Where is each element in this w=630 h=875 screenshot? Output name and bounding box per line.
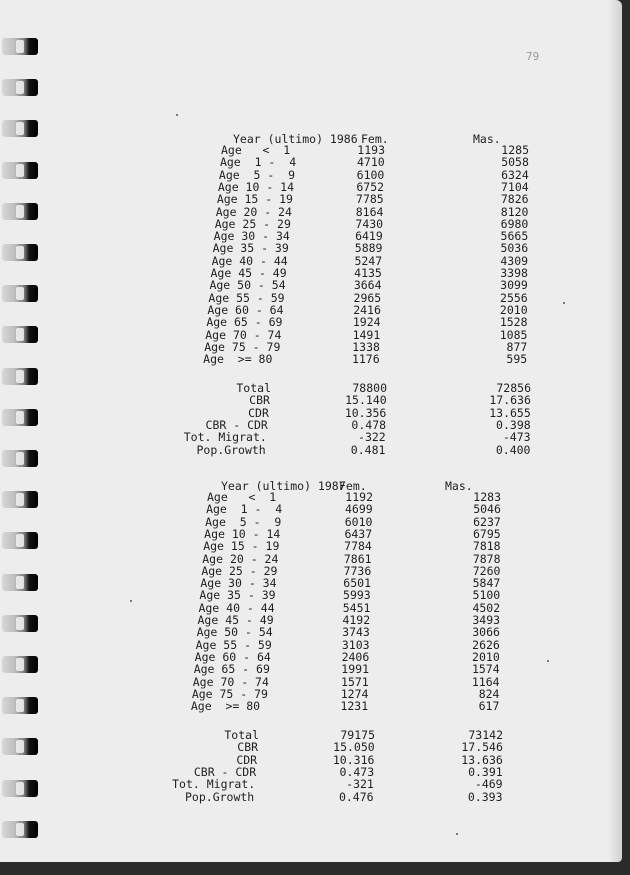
age-label: Age 1 - 4 [219, 155, 297, 170]
binding-ring [2, 738, 38, 755]
speck [456, 833, 458, 835]
summary-mas-value: 73142 [468, 728, 503, 742]
fem-value: 1491 [352, 327, 381, 342]
fem-value: 1991 [341, 662, 369, 677]
mas-value: 7826 [500, 192, 529, 207]
page-number: 79 [526, 50, 540, 63]
fem-value: 2965 [353, 290, 382, 305]
fem-value: 7784 [344, 539, 372, 554]
age-label: Age 15 - 19 [216, 192, 293, 207]
summary-fem-value: 15.140 [345, 393, 387, 408]
mas-value: 4309 [500, 253, 529, 268]
mas-column-header: Mas. [473, 132, 501, 146]
fem-value: 7736 [343, 563, 372, 578]
summary-label: CDR [236, 752, 258, 767]
mas-value: 6795 [473, 526, 501, 541]
binding-ring [2, 574, 38, 591]
mas-value: 2010 [499, 302, 528, 317]
mas-value: 5847 [472, 576, 501, 591]
summary-label: Total [236, 381, 271, 395]
summary-fem-value: 10.356 [344, 405, 387, 420]
fem-value: 1338 [352, 339, 380, 354]
summary-fem-value: 10.316 [332, 752, 375, 767]
binding-ring [2, 656, 38, 673]
fem-value: 6419 [355, 229, 383, 244]
summary-label: Pop.Growth [185, 789, 255, 804]
mas-value: 1283 [473, 490, 501, 504]
age-label: Age 60 - 64 [207, 302, 284, 317]
binding-ring [2, 491, 38, 508]
mas-value: 2626 [472, 637, 500, 652]
fem-column-header: Fem. [361, 132, 389, 146]
speck [130, 600, 132, 602]
binding-ring [2, 780, 38, 797]
age-label: Age 50 - 54 [209, 278, 286, 293]
binding-ring [2, 368, 38, 385]
age-label: Age 65 - 69 [206, 315, 283, 330]
age-label: Age < 1 [221, 143, 291, 157]
speck [176, 114, 178, 116]
age-label: Age 55 - 59 [208, 290, 285, 305]
age-label: Age 10 - 14 [204, 526, 281, 541]
summary-fem-value: 79175 [340, 728, 375, 742]
summary-fem-value: -321 [346, 777, 374, 792]
fem-value: 1176 [351, 352, 380, 367]
fem-value: 1231 [340, 699, 369, 714]
summary-mas-value: 13.655 [489, 405, 531, 420]
age-label: Age 5 - 9 [218, 167, 296, 182]
age-label: Age 70 - 74 [205, 327, 282, 342]
mas-value: 5665 [500, 229, 529, 244]
summary-fem-value: 0.476 [338, 789, 374, 804]
mas-value: 7818 [472, 539, 501, 554]
summary-label: CBR [249, 393, 270, 408]
fem-value: 1924 [352, 315, 381, 330]
table-year-header: Year (ultimo) 1987 [221, 479, 346, 493]
fem-value: 7430 [355, 216, 384, 231]
summary-fem-value: 0.478 [351, 417, 387, 432]
summary-mas-value: 0.393 [467, 789, 503, 804]
age-label: Age 75 - 79 [204, 339, 281, 354]
fem-value: 3103 [341, 637, 370, 652]
speck [547, 660, 549, 662]
binding-ring [2, 821, 38, 838]
age-label: Age 35 - 39 [199, 588, 276, 603]
mas-value: 6237 [473, 514, 501, 529]
speck [563, 302, 565, 304]
age-label: Age 20 - 24 [215, 204, 292, 219]
age-label: Age 45 - 49 [197, 613, 274, 627]
summary-label: Total [224, 728, 259, 742]
fem-value: 6100 [356, 167, 385, 182]
summary-fem-value: 0.481 [350, 442, 386, 457]
mas-value: 1528 [499, 315, 528, 330]
mas-column-header: Mas. [445, 479, 473, 493]
summary-mas-value: -473 [502, 430, 531, 445]
mas-value: 3066 [472, 625, 500, 640]
fem-value: 1193 [357, 143, 385, 157]
summary-label: CBR - CDR [193, 764, 257, 779]
fem-value: 5889 [354, 241, 383, 256]
fem-value: 6437 [344, 526, 373, 541]
fem-value: 7785 [356, 192, 384, 207]
binding-ring [2, 615, 38, 632]
summary-mas-value: 72856 [496, 381, 531, 395]
summary-label: CBR [237, 740, 259, 755]
mas-value: 3099 [500, 278, 528, 293]
age-label: Age 50 - 54 [196, 625, 273, 640]
age-label: Age 15 - 19 [203, 539, 280, 554]
mas-value: 2556 [500, 290, 528, 305]
binding-ring [2, 38, 38, 55]
binding-ring [2, 162, 38, 179]
mas-value: 2010 [472, 649, 500, 664]
age-label: Age 75 - 79 [191, 686, 268, 701]
summary-mas-value: 0.398 [496, 417, 531, 432]
summary-mas-value: 13.636 [461, 752, 503, 767]
mas-value: 1085 [499, 327, 528, 342]
fem-value: 2406 [341, 649, 370, 664]
fem-value: 3664 [353, 278, 382, 293]
fem-value: 3743 [342, 625, 370, 640]
binding-ring [2, 285, 38, 302]
mas-value: 3493 [472, 613, 501, 627]
binding-ring [2, 244, 38, 261]
fem-value: 1192 [345, 490, 373, 504]
summary-fem-value: 0.473 [339, 764, 375, 779]
mas-value: 5058 [501, 155, 529, 170]
fem-value: 1274 [340, 686, 369, 701]
binding-ring [2, 326, 38, 343]
mas-value: 7878 [472, 551, 501, 566]
fem-value: 4135 [354, 266, 382, 280]
mas-value: 4502 [472, 600, 501, 615]
summary-mas-value: 17.636 [489, 393, 531, 408]
spiral-binding [0, 0, 44, 875]
age-label: Age 70 - 74 [192, 674, 269, 689]
age-label: Age 1 - 4 [206, 502, 283, 517]
mas-value: 6324 [501, 167, 529, 182]
summary-mas-value: 0.391 [468, 764, 503, 779]
age-label: Age 20 - 24 [202, 551, 279, 566]
mas-value: 5100 [472, 588, 501, 603]
summary-label: Pop.Growth [196, 442, 266, 457]
fem-value: 5993 [343, 588, 371, 603]
age-label: Age 25 - 29 [201, 563, 278, 578]
age-label: Age 40 - 44 [198, 600, 275, 615]
age-label: Age 10 - 14 [217, 179, 295, 194]
fem-value: 6010 [344, 514, 373, 529]
mas-value: 824 [478, 686, 500, 701]
summary-label: Tot. Migrat. [183, 430, 267, 445]
table-year-header: Year (ultimo) 1986 [233, 132, 358, 146]
summary-fem-value: 15.050 [333, 740, 375, 755]
mas-value: 877 [506, 339, 528, 354]
summary-mas-value: 17.546 [461, 740, 503, 755]
mas-value: 5046 [473, 502, 501, 517]
binding-ring [2, 409, 38, 426]
binding-ring [2, 450, 38, 467]
mas-value: 8120 [500, 204, 529, 219]
summary-label: CBR - CDR [205, 417, 268, 432]
mas-value: 617 [478, 699, 500, 714]
mas-value: 1164 [471, 674, 500, 689]
binding-ring [2, 79, 38, 96]
mas-value: 5036 [500, 241, 529, 256]
mas-value: 1285 [501, 143, 529, 157]
age-label: Age < 1 [207, 490, 277, 504]
age-label: Age 40 - 44 [211, 253, 288, 268]
page-edge-shadow [608, 0, 622, 862]
mas-value: 1574 [471, 662, 500, 677]
age-label: Age 45 - 49 [210, 266, 287, 280]
age-label: Age 30 - 34 [213, 229, 290, 244]
binding-ring [2, 120, 38, 137]
mas-value: 6980 [500, 216, 529, 231]
fem-value: 4710 [356, 155, 385, 170]
fem-value: 6752 [356, 179, 385, 194]
summary-fem-value: 78800 [352, 381, 387, 395]
fem-value: 5247 [354, 253, 383, 268]
summary-label: Tot. Migrat. [172, 777, 256, 792]
age-label: Age >= 80 [203, 352, 273, 367]
fem-value: 7861 [343, 551, 372, 566]
summary-fem-value: -322 [358, 430, 386, 445]
binding-ring [2, 532, 38, 549]
age-label: Age 25 - 29 [214, 216, 291, 231]
summary-mas-value: -469 [474, 777, 503, 792]
age-label: Age >= 80 [190, 699, 261, 714]
age-label: Age 35 - 39 [212, 241, 289, 256]
summary-label: CDR [248, 405, 269, 420]
mas-value: 7104 [500, 179, 529, 194]
fem-value: 4699 [345, 502, 373, 517]
mas-value: 3398 [500, 266, 528, 280]
binding-ring [2, 697, 38, 714]
age-label: Age 55 - 59 [195, 637, 272, 652]
age-label: Age 30 - 34 [200, 576, 277, 591]
age-label: Age 60 - 64 [194, 649, 271, 664]
fem-column-header: Fem. [339, 479, 367, 493]
fem-value: 8164 [355, 204, 384, 219]
fem-value: 1571 [341, 674, 369, 689]
mas-value: 595 [506, 352, 528, 367]
mas-value: 7260 [472, 563, 501, 578]
summary-mas-value: 0.400 [495, 442, 531, 457]
binding-ring [2, 203, 38, 220]
fem-value: 2416 [353, 302, 381, 317]
fem-value: 4192 [342, 613, 371, 627]
age-label: Age 65 - 69 [193, 662, 270, 677]
fem-value: 6501 [343, 576, 371, 591]
age-label: Age 5 - 9 [205, 514, 282, 529]
fem-value: 5451 [342, 600, 371, 615]
